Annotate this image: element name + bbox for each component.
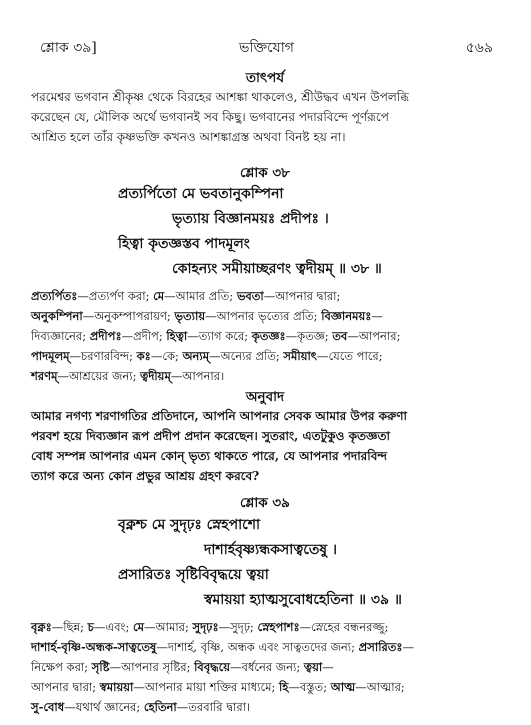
verse-39-line: বৃক্নশ্চ মে সুদৃঢ়ঃ স্নেহপাশো: [118, 517, 261, 533]
purport-line: পরমেশ্বর ভগবান শ্রীকৃষ্ণ থেকে বিরহের আশঙ্কা থাকলেও, শ্রীউদ্ধব এখন উপলব্ধি: [31, 90, 409, 104]
verse-38-line: ভৃত্যায় বিজ্ঞানময়ঃ প্রদীপঃ ।: [172, 211, 329, 227]
page-number: ৫৬৯: [465, 40, 493, 56]
purport-text: [31, 87, 499, 147]
verse-38-synonyms: [31, 286, 499, 386]
purport-line: আশ্রিত হলে তাঁর কৃষ্ণভক্তি কখনও আশঙ্কাগ্রস্ত অথবা বিনষ্ট হয় না।: [31, 130, 346, 144]
verse-38-line: কোহন্যং সমীয়াচ্ছরণং ত্বদীয়ম্ ॥ ৩৮ ॥: [172, 261, 382, 277]
verse-38-heading: শ্লোক ৩৮: [240, 165, 290, 181]
verse-38-line: হিত্বা কৃতজ্ঞস্তব পাদমূলং: [118, 236, 250, 252]
chapter-title: ভক্তিযোগ: [239, 40, 294, 56]
translation-text: [31, 406, 499, 486]
synonym-line: দাশার্হ-বৃষ্ণি-অন্ধক-সাত্বতেষু—দাশার্হ, বৃষ্ণি, অন্ধক এবং সাত্বতদের জন্য; প্রসারিতঃ—: [31, 640, 415, 654]
translation-line: বোধ সম্পন্ন আপনার এমন কোন্ ভৃত্য থাকতে পারে, যে আপনার পদারবিন্দ: [31, 449, 388, 463]
translation-line: ত্যাগ করে অন্য কোন প্রভুর আশ্রয় গ্রহণ করবে?: [31, 469, 260, 483]
synonym-line: অনুকম্পিনা—অনুকম্পাপরায়ণ; ভৃত্যায়—আপনার ভৃত্যের প্রতি; বিজ্ঞানময়ঃ—: [31, 309, 383, 323]
synonym-line: সু-বোধ—যথার্থ জ্ঞানের; হেতিনা—তরবারি দ্বারা।: [31, 700, 251, 714]
synonym-line: দিব্যজ্ঞানের; প্রদীপঃ—প্রদীপ; হিত্বা—ত্যাগ করে; কৃতজ্ঞঃ—কৃতজ্ঞ; তব—আপনার;: [31, 329, 401, 343]
verse-38-line: প্রত্যর্পিতো মে ভবতানুকম্পিনা: [118, 186, 284, 202]
translation-heading: অনুবাদ: [245, 389, 285, 405]
verse-39-synonyms: [31, 617, 499, 717]
synonym-line: প্রত্যর্পিতঃ—প্রত্যর্পণ করা; মে—আমার প্রতি; ভবতা—আপনার দ্বারা;: [31, 289, 341, 303]
synonym-line: শরণম্—আশ্রয়ের জন্য; ত্বদীয়ম্—আপনার।: [31, 369, 225, 383]
verse-39-heading: শ্লোক ৩৯: [240, 495, 290, 511]
translation-line: আমার নগণ্য শরণাগতির প্রতিদানে, আপনি আপনার সেবক আমার উপর করুণা: [31, 409, 407, 423]
verse-39-line: প্রসারিতঃ সৃষ্টিবিবৃদ্ধয়ে ত্বয়া: [118, 567, 269, 583]
purport-line: করেছেন যে, মৌলিক অর্থে ভগবানই সব কিছু। ভগবানের পদারবিন্দে পূর্ণরূপে: [31, 110, 389, 124]
purport-heading: তাৎপর্য: [245, 70, 285, 86]
verse-39-line: দাশার্হবৃষ্ণ্যন্ধকসাত্বতেষু ।: [204, 542, 338, 558]
translation-line: পরবশ হয়ে দিব্যজ্ঞান রূপ প্রদীপ প্রদান করেছেন। সুতরাং, এতটুকুও কৃতজ্ঞতা: [31, 429, 390, 443]
synonym-line: বৃক্নঃ—ছিন্ন; চ—এবং; মে—আমার; সুদৃঢ়ঃ—সুদৃঢ়; স্নেহপাশঃ—স্নেহের বন্ধনরজ্জু;: [31, 620, 389, 634]
verse-reference: শ্লোক ৩৯]: [40, 40, 97, 56]
synonym-line: নিক্ষেপ করা; সৃষ্টি—আপনার সৃষ্টির; বিবৃদ্ধয়ে—বর্ধনের জন্য; ত্বয়া—: [31, 660, 334, 674]
verse-39-line: স্বমায়য়া হ্যাত্মসুবোধহেতিনা ॥ ৩৯ ॥: [204, 592, 402, 608]
running-header: [40, 36, 493, 56]
synonym-line: পাদমূলম্—চরণারবিন্দ; কঃ—কে; অন্যম্—অন্যের প্রতি; সমীয়াৎ—যেতে পারে;: [31, 349, 383, 363]
synonym-line: আপনার দ্বারা; স্বমায়য়া—আপনার মায়া শক্তির মাধ্যমে; হি—বস্তুত; আত্ম—আত্মার;: [31, 680, 405, 694]
